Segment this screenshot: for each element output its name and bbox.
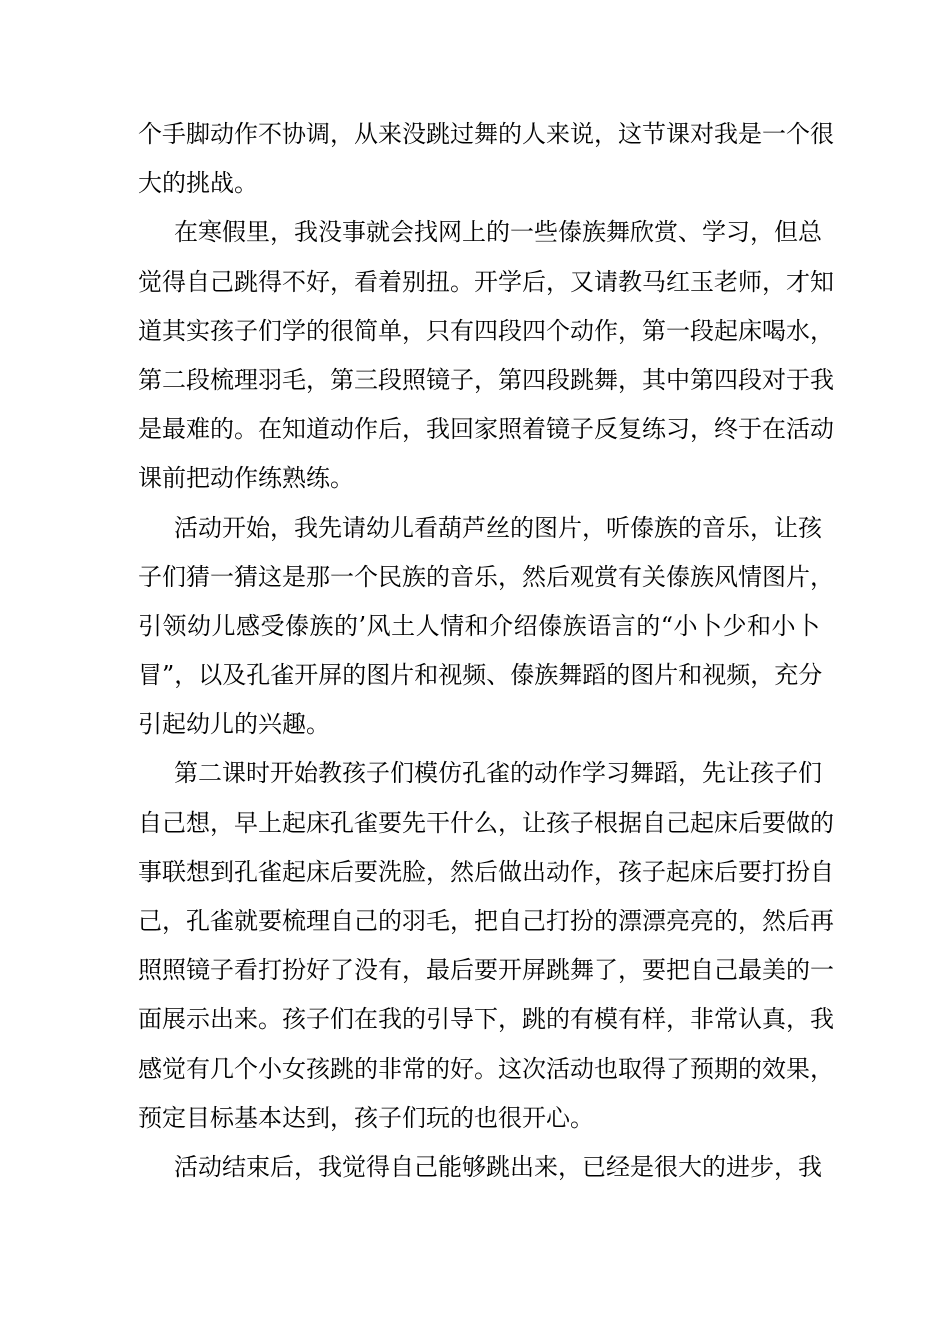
text-line: 引起幼儿的兴趣。 — [138, 710, 330, 739]
text-line: 引领幼儿感受傣族的’风土人情和介绍傣族语言的“小卜少和小卜 — [138, 611, 820, 640]
paragraph-start-line: 第二课时开始教孩子们模仿孔雀的动作学习舞蹈，先让孩子们 — [174, 759, 822, 788]
text-line: 事联想到孔雀起床后要洗脸，然后做出动作，孩子起床后要打扮自 — [138, 857, 834, 886]
text-line: 课前把动作练熟练。 — [138, 464, 354, 493]
text-line: 冒”，以及孔雀开屏的图片和视频、傣族舞蹈的图片和视频，充分 — [138, 661, 823, 690]
document-body — [138, 110, 834, 1192]
text-line: 预定目标基本达到，孩子们玩的也很开心。 — [138, 1103, 594, 1132]
text-line: 面展示出来。孩子们在我的引导下，跳的有模有样，非常认真，我 — [138, 1005, 834, 1034]
text-line: 感觉有几个小女孩跳的非常的好。这次活动也取得了预期的效果， — [138, 1054, 834, 1083]
paragraph-start-line: 在寒假里，我没事就会找网上的一些傣族舞欣赏、学习，但总 — [174, 218, 822, 247]
text-line: 是最难的。在知道动作后，我回家照着镜子反复练习，终于在活动 — [138, 415, 834, 444]
text-line: 道其实孩子们学的很简单，只有四段四个动作，第一段起床喝水， — [138, 316, 834, 345]
text-line: 觉得自己跳得不好，看着别扭。开学后，又请教马红玉老师，才知 — [138, 267, 834, 296]
text-line: 照照镜子看打扮好了没有，最后要开屏跳舞了，要把自己最美的一 — [138, 956, 834, 985]
text-line: 个手脚动作不协调，从来没跳过舞的人来说，这节课对我是一个很 — [138, 120, 834, 148]
text-line: 己，孔雀就要梳理自己的羽毛，把自己打扮的漂漂亮亮的，然后再 — [138, 907, 834, 935]
paragraph-start-line: 活动结束后，我觉得自己能够跳出来，已经是很大的进步，我 — [174, 1152, 822, 1181]
text-line: 第二段梳理羽毛，第三段照镜子，第四段跳舞，其中第四段对于我 — [138, 365, 834, 394]
text-line: 自己想，早上起床孔雀要先干什么，让孩子根据自己起床后要做的 — [138, 808, 834, 837]
text-line: 子们猜一猜这是那一个民族的音乐，然后观赏有关傣族风情图片， — [138, 562, 834, 591]
paragraph-start-line: 活动开始，我先请幼儿看葫芦丝的图片，听傣族的音乐，让孩 — [174, 513, 822, 542]
text-line: 大的挑战。 — [138, 169, 258, 198]
